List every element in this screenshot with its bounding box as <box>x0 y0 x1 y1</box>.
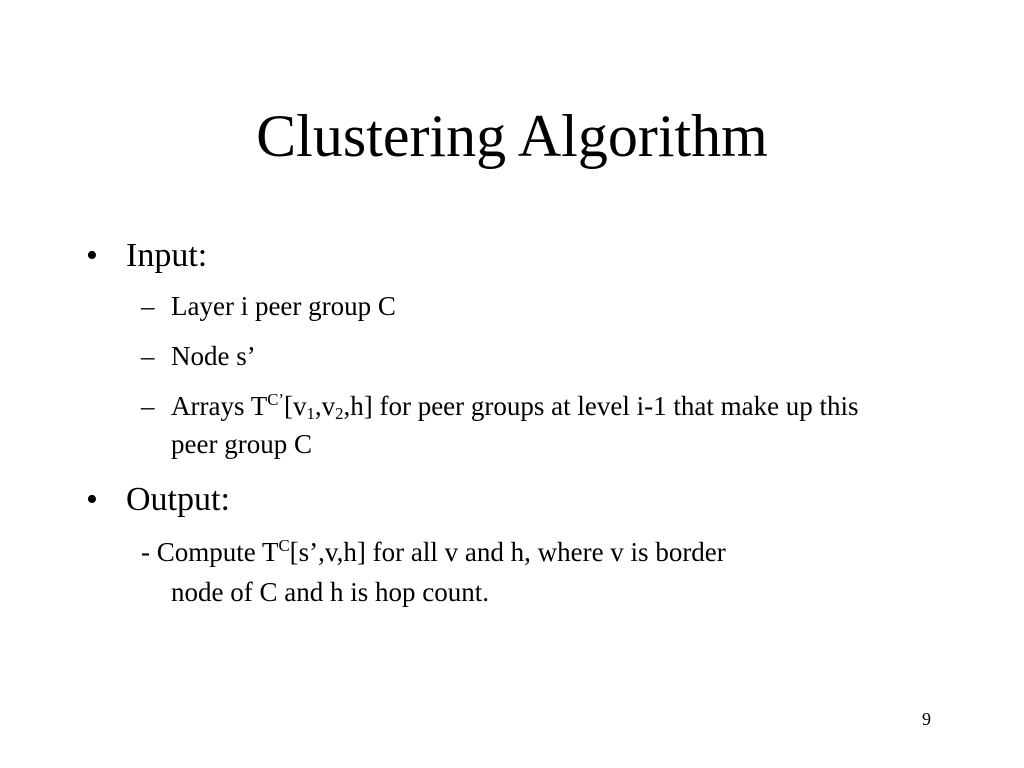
input-item-text <box>171 387 901 463</box>
dash-icon: – <box>141 291 155 321</box>
arrays-subscript-2: 2 <box>335 404 344 424</box>
dash-icon: – <box>141 341 155 371</box>
arrays-comma: ,v <box>314 391 336 421</box>
input-item-node <box>141 337 901 375</box>
arrays-open: [v <box>283 391 307 421</box>
slide-title: Clustering Algorithm <box>256 103 768 169</box>
bullet-icon: • <box>86 237 98 274</box>
output-prefix: - Compute T <box>141 537 279 567</box>
dash-icon: – <box>141 391 155 421</box>
input-item-text: Layer i peer group C <box>171 291 396 321</box>
arrays-rest: ,h] for peer groups at level i-1 that make up this peer group C <box>171 391 859 459</box>
output-line-2: node of C and h is hop count. <box>171 577 489 607</box>
output-rest: [s’,v,h] for all v and h, where v is border <box>289 537 726 567</box>
page-number: 9 <box>922 709 931 729</box>
input-label: Input: <box>126 237 208 274</box>
arrays-subscript-1: 1 <box>306 404 315 424</box>
input-item-layer <box>141 287 901 325</box>
output-label: Output: <box>126 481 230 518</box>
bullet-icon: • <box>86 481 98 518</box>
arrays-prefix: Arrays T <box>171 391 268 421</box>
output-description <box>141 532 901 612</box>
output-line-1 <box>141 532 901 572</box>
input-item-text: Node s’ <box>171 341 256 371</box>
input-item-arrays <box>141 387 901 463</box>
arrays-superscript: C’ <box>267 389 284 409</box>
output-superscript: C <box>278 535 290 555</box>
